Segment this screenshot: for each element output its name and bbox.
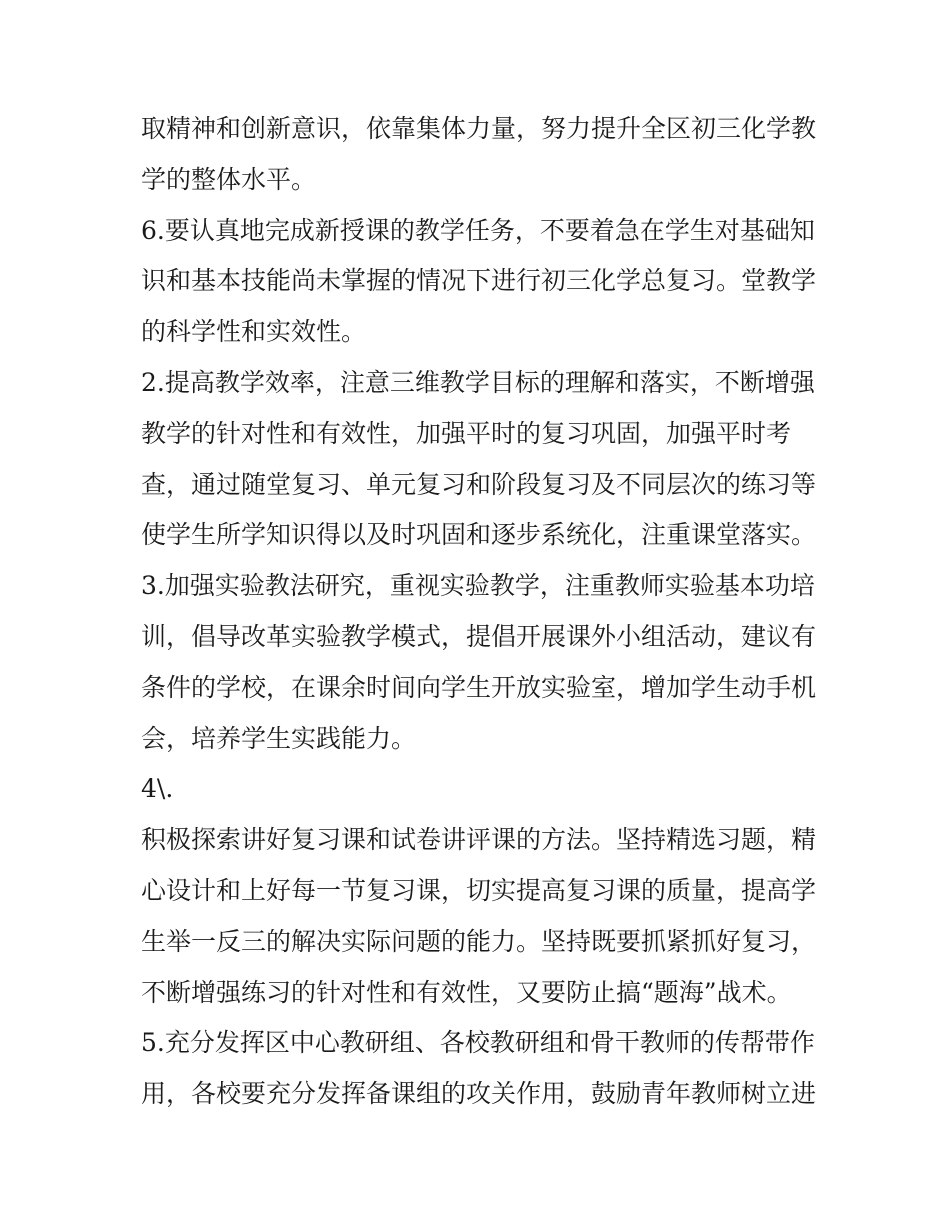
document-body <box>141 104 821 1120</box>
text-line: 条件的学校，在课余时间向学生开放实验室，增加学生动手机 <box>141 672 817 702</box>
text-line: 6.要认真地完成新授课的教学任务，不要着急在学生对基础知 <box>141 215 815 245</box>
text-line: 用，各校要充分发挥备课组的攻关作用，鼓励青年教师树立进 <box>141 1079 817 1109</box>
text-line: 会，培养学生实践能力。 <box>141 723 417 753</box>
text-line: 使学生所学知识得以及时巩固和逐步系统化，注重课堂落实。 <box>141 520 817 550</box>
text-line: 4\. <box>141 774 174 804</box>
text-line: 不断增强练习的针对性和有效性，又要防止搞“题海”战术。 <box>141 977 792 1007</box>
text-line: 积极探索讲好复习课和试卷讲评课的方法。坚持精选习题，精 <box>141 825 817 855</box>
text-line: 2.提高教学效率，注意三维教学目标的理解和落实，不断增强 <box>141 367 815 397</box>
text-line: 查，通过随堂复习、单元复习和阶段复习及不同层次的练习等 <box>141 469 817 499</box>
text-line: 心设计和上好每一节复习课，切实提高复习课的质量，提高学 <box>141 875 817 905</box>
text-line: 识和基本技能尚未掌握的情况下进行初三化学总复习。堂教学 <box>141 266 817 296</box>
text-line: 的科学性和实效性。 <box>141 317 367 347</box>
text-line: 取精神和创新意识，依靠集体力量，努力提升全区初三化学教 <box>141 114 817 143</box>
text-line: 训，倡导改革实验教学模式，提倡开展课外小组活动，建议有 <box>141 621 817 651</box>
text-line: 生举一反三的解决实际问题的能力。坚持既要抓紧抓好复习， <box>141 926 817 956</box>
text-line: 5.充分发挥区中心教研组、各校教研组和骨干教师的传帮带作 <box>141 1028 815 1058</box>
text-line: 3.加强实验教法研究，重视实验教学，注重教师实验基本功培 <box>141 571 815 601</box>
text-line: 学的整体水平。 <box>141 164 317 194</box>
text-line: 教学的针对性和有效性，加强平时的复习巩固，加强平时考 <box>141 418 792 448</box>
